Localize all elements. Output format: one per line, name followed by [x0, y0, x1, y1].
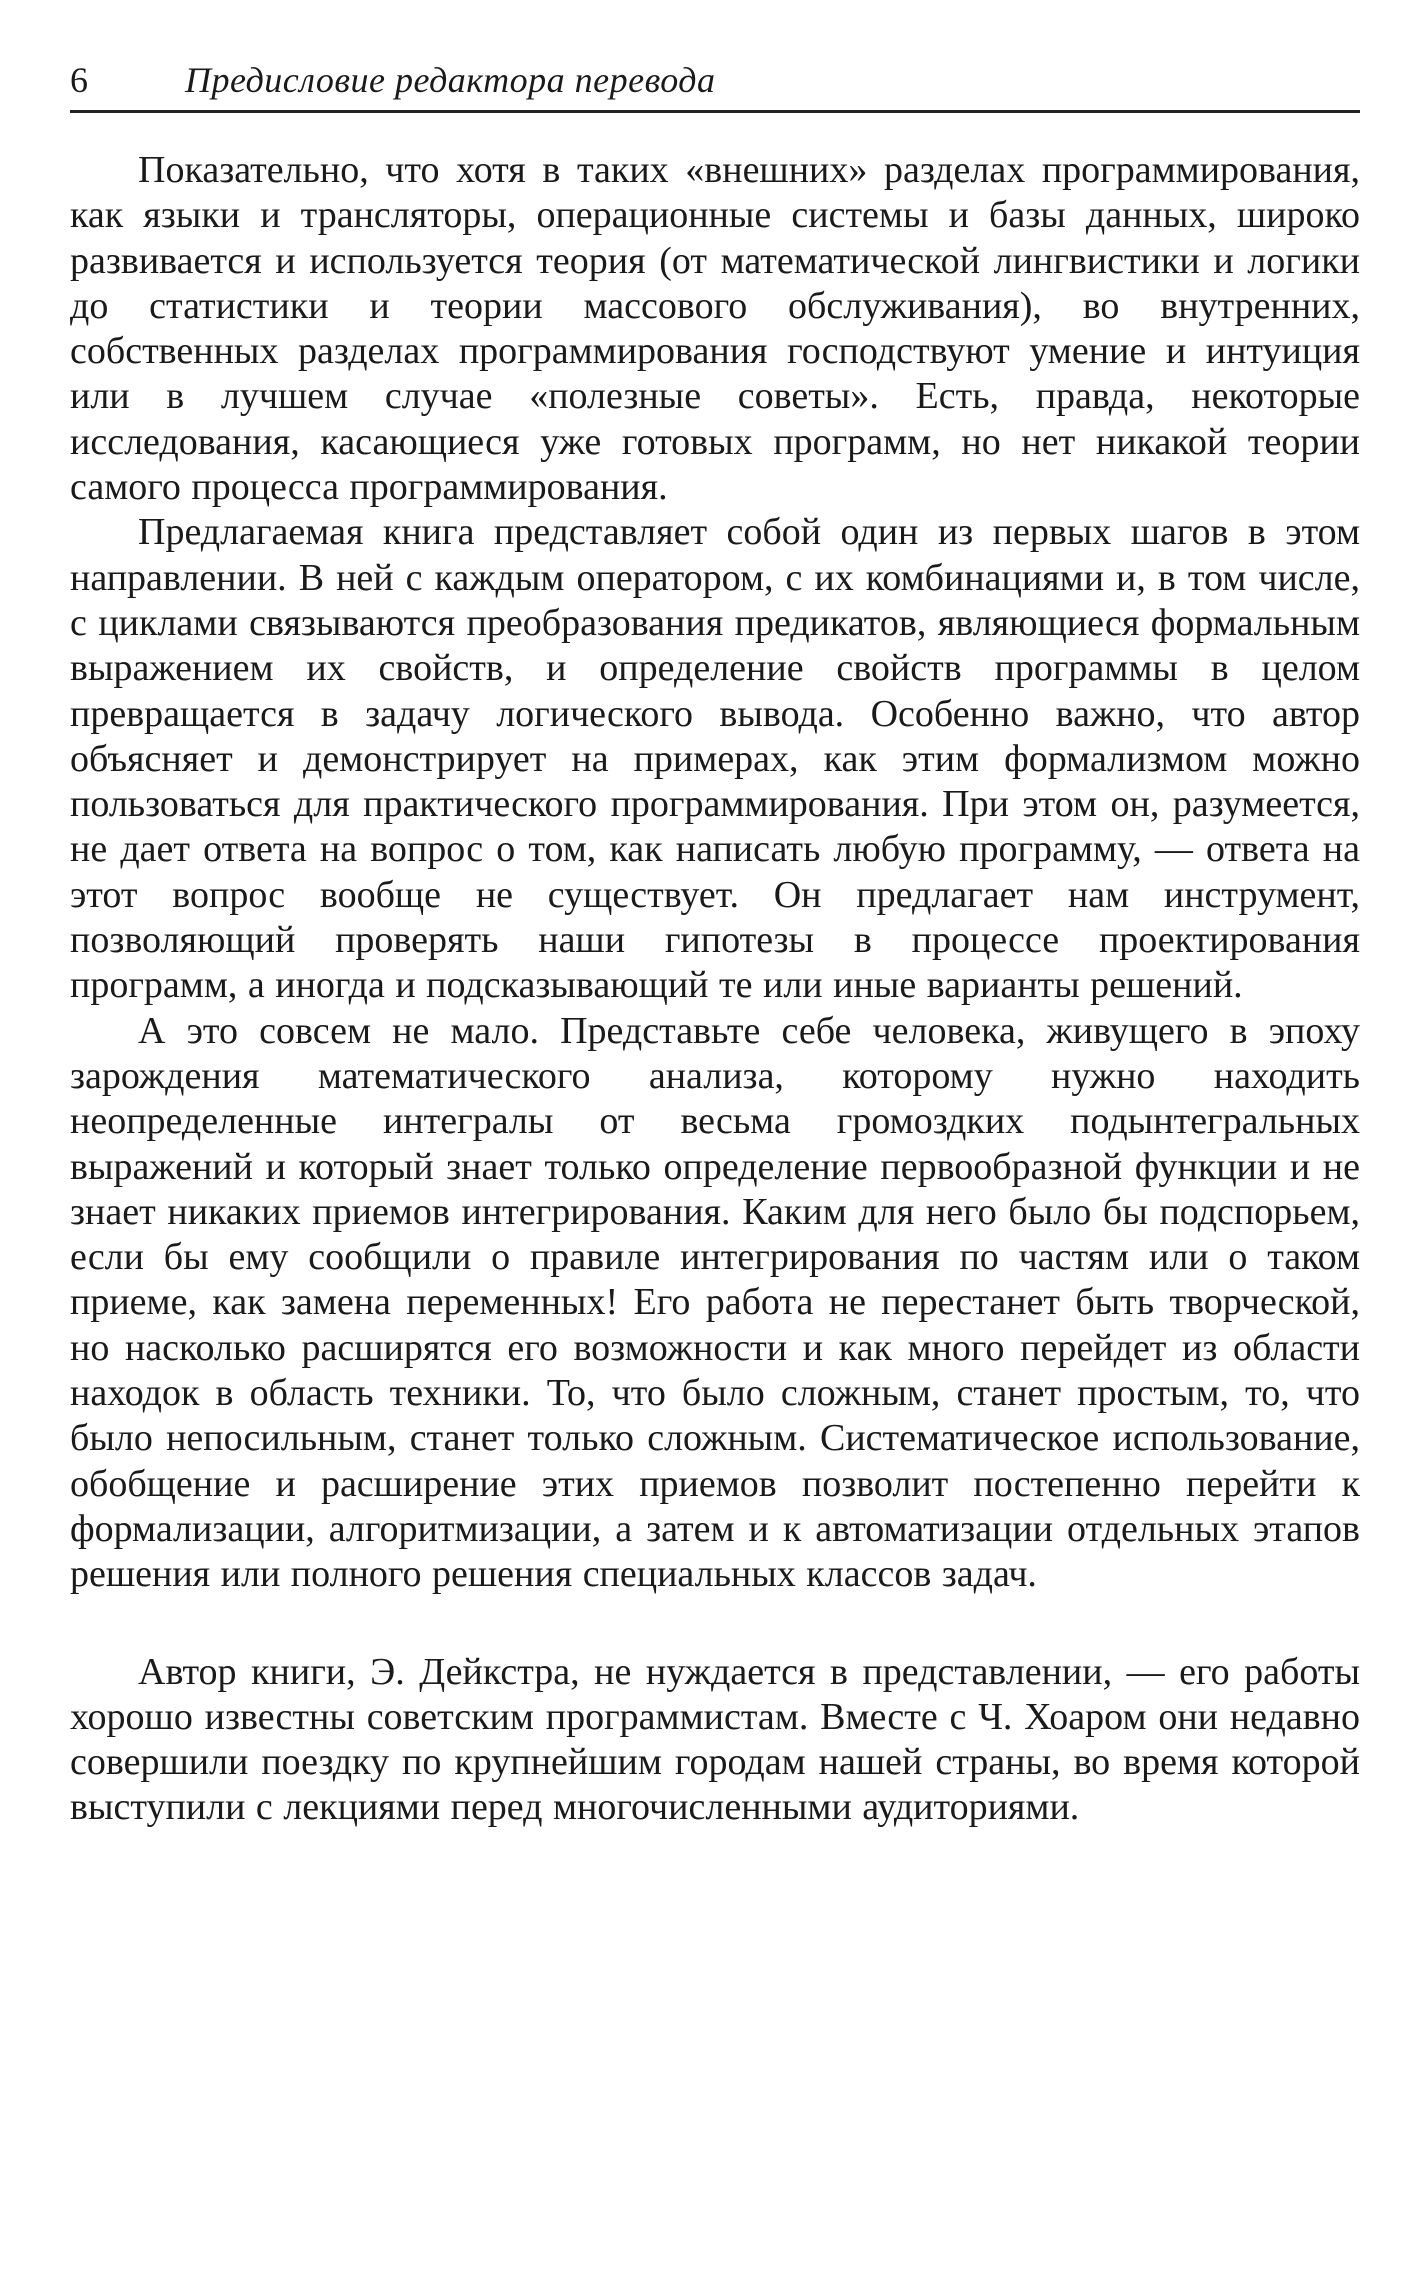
paragraph-4: Автор книги, Э. Дейкстра, не нуждается в представлении, — его работы хорошо известны советским программистам. Вместе с Ч. Хоаром они недавно совершили поездку по крупнейшим городам нашей страны, во время которой выступили с лекциями перед многочисленными аудиториями.	[70, 1650, 1360, 1829]
paragraph-2: Предлагаемая книга представляет собой один из первых шагов в этом направлении. В ней с каждым оператором, с их комбинациями и, в том числе, с циклами связываются преобразования предикатов, являющиеся формальным выражением их свойств, и определение свойств программы в целом превращается в задачу логического вывода. Особенно важно, что автор объясняет и демонстрирует на примерах, как этим формализмом можно пользоваться для практического программирования. При этом он, разумеется, не дает ответа на вопрос о том, как написать любую программу, — ответа на этот вопрос вообще не существует. Он предлагает нам инструмент, позволяющий проверять наши гипотезы в процессе проектирования программ, а иногда и подсказывающий те или иные варианты решений.	[70, 511, 1360, 1007]
paragraph-1: Показательно, что хотя в таких «внешних» разделах программирования, как языки и трансляторы, операционные системы и базы данных, широко развивается и используется теория (от математической лингвистики и логики до статистики и теории массового обслуживания), во внутренних, собственных разделах программирования господствуют умение и интуиция или в лучшем случае «полезные советы». Есть, правда, некоторые исследования, касающиеся уже готовых программ, но нет никакой теории самого процесса программирования.	[70, 149, 1360, 509]
running-head	[70, 52, 1360, 108]
running-title: Предисловие редактора перевода	[185, 60, 716, 100]
page-number: 6	[70, 60, 88, 100]
paragraph-3: А это совсем не мало. Представьте себе человека, живущего в эпоху зарождения математического анализа, которому нужно находить неопределенные интегралы от весьма громоздких подынтегральных выражений и который знает только определение первообразной функции и не знает никаких приемов интегрирования. Каким для него было бы подспорьем, если бы ему сообщили о правиле интегрирования по частям или о таком приеме, как замена переменных! Его работа не перестанет быть творческой, но насколько расширятся его возможности и как много перейдет из области находок в область техники. То, что было сложным, станет простым, то, что было непосильным, станет только сложным. Систематическое использование, обобщение и расширение этих приемов позволит постепенно перейти к формализации, алгоритмизации, а затем и к автоматизации отдельных этапов решения или полного решения специальных классов задач.	[70, 1009, 1360, 1596]
body-text	[70, 148, 1360, 1831]
header-rule	[70, 110, 1360, 113]
